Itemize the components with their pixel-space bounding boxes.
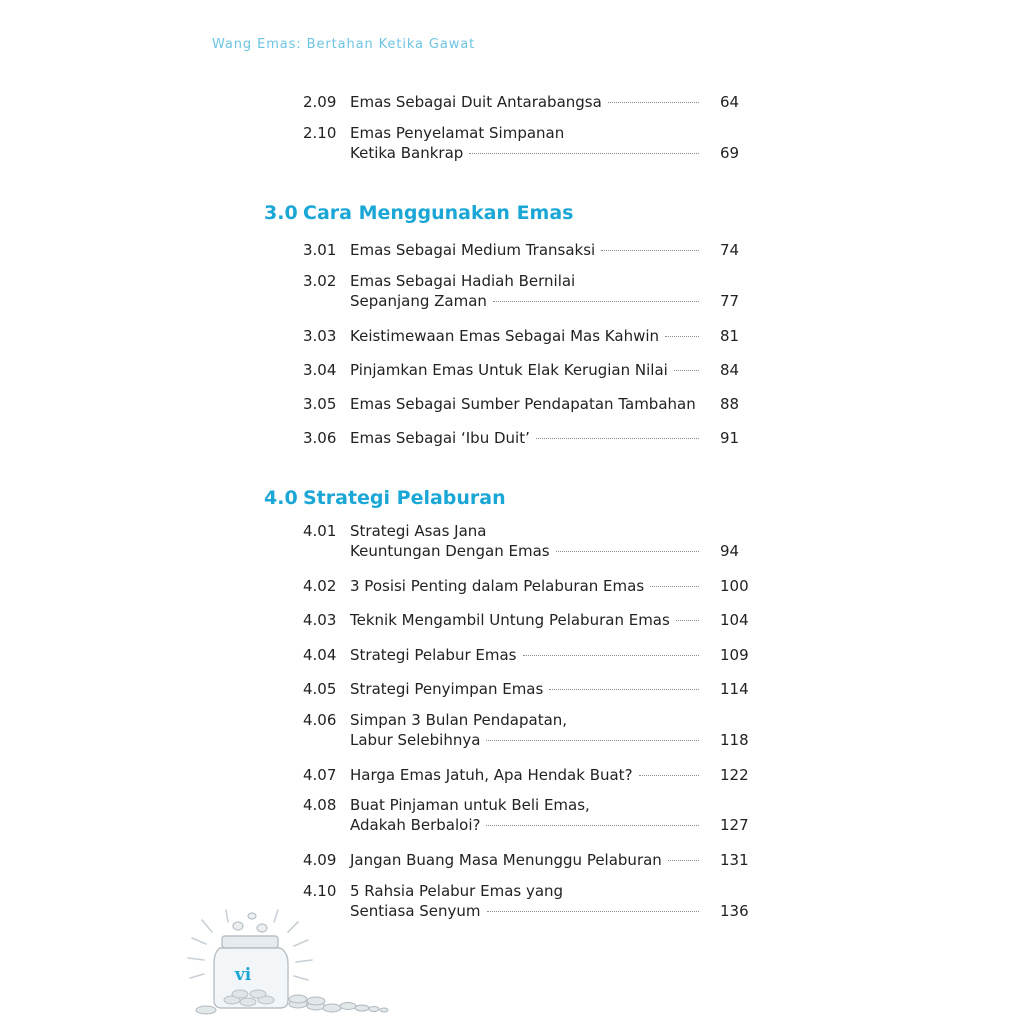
- coin-jar-icon: [186, 908, 391, 1018]
- section-number: 4.0: [264, 487, 298, 509]
- toc-entry-4-05[interactable]: [303, 679, 749, 699]
- dot-leader: [523, 654, 700, 656]
- page-number-badge: [186, 908, 391, 1022]
- dot-leader: [608, 101, 699, 103]
- toc-entry-3-02[interactable]: [303, 271, 749, 311]
- dot-leader: [469, 152, 699, 154]
- toc-entry-number: 3.05: [303, 395, 337, 413]
- page-number: vi: [234, 965, 252, 985]
- toc-entry-page: 131: [720, 851, 749, 869]
- toc-entry-title-cont: Sentiasa Senyum: [350, 902, 481, 920]
- dot-leader: [486, 824, 699, 826]
- dot-leader: [493, 300, 699, 302]
- toc-entry-number: 2.09: [303, 93, 337, 111]
- dot-leader: [668, 859, 699, 861]
- toc-entry-number: 4.10: [303, 882, 337, 900]
- running-head: Wang Emas: Bertahan Ketika Gawat: [212, 37, 476, 52]
- toc-entry-number: 3.04: [303, 361, 337, 379]
- toc-entry-title: Simpan 3 Bulan Pendapatan,: [350, 711, 568, 729]
- toc-entry-page: 77: [720, 292, 740, 310]
- toc-entry-title-cont: Adakah Berbaloi?: [350, 816, 481, 834]
- toc-entry-title: 3 Posisi Penting dalam Pelaburan Emas: [350, 577, 645, 595]
- toc-entry-title: Buat Pinjaman untuk Beli Emas,: [350, 796, 590, 814]
- toc-entry-title: Keistimewaan Emas Sebagai Mas Kahwin: [350, 327, 660, 345]
- toc-entry-4-03[interactable]: [303, 610, 749, 630]
- toc-entry-3-03[interactable]: [303, 326, 749, 346]
- toc-entry-title: Pinjamkan Emas Untuk Elak Kerugian Nilai: [350, 361, 668, 379]
- toc-entry-title: Emas Sebagai Sumber Pendapatan Tambahan: [350, 395, 696, 413]
- toc-entry-4-04[interactable]: [303, 645, 749, 665]
- toc-entry-number: 3.02: [303, 272, 337, 290]
- toc-entry-page: 91: [720, 429, 740, 447]
- toc-entry-title: Emas Sebagai Hadiah Bernilai: [350, 272, 576, 290]
- toc-entry-title: Strategi Asas Jana: [350, 522, 487, 540]
- dot-leader: [601, 249, 699, 251]
- toc-entry-page: 100: [720, 577, 749, 595]
- toc-entry-title: Strategi Pelabur Emas: [350, 646, 517, 664]
- toc-entry-3-01[interactable]: [303, 240, 749, 260]
- toc-entry-2-10[interactable]: [303, 123, 749, 163]
- dot-leader: [650, 585, 699, 587]
- toc-entry-page: 118: [720, 731, 749, 749]
- toc-entry-title-cont: Ketika Bankrap: [350, 144, 464, 162]
- toc-entry-4-09[interactable]: [303, 850, 749, 870]
- toc-entry-3-04[interactable]: [303, 360, 749, 380]
- toc-entry-number: 4.05: [303, 680, 337, 698]
- dot-leader: [674, 369, 699, 371]
- toc-entry-page: 127: [720, 816, 749, 834]
- dot-leader: [556, 550, 699, 552]
- toc-entry-page: 88: [720, 395, 740, 413]
- toc-entry-title-cont: Sepanjang Zaman: [350, 292, 487, 310]
- toc-entry-title: Emas Sebagai ‘Ibu Duit’: [350, 429, 530, 447]
- toc-entry-4-07[interactable]: [303, 765, 749, 785]
- toc-entry-page: 122: [720, 766, 749, 784]
- toc-entry-4-01[interactable]: [303, 521, 749, 561]
- toc-entry-number: 4.02: [303, 577, 337, 595]
- toc-entry-number: 4.09: [303, 851, 337, 869]
- toc-entry-page: 94: [720, 542, 740, 560]
- toc-entry-page: 69: [720, 144, 740, 162]
- toc-entry-page: 81: [720, 327, 740, 345]
- toc-entry-title: Emas Sebagai Duit Antarabangsa: [350, 93, 602, 111]
- dot-leader: [486, 739, 699, 741]
- toc-entry-2-09[interactable]: [303, 92, 749, 112]
- toc-entry-title: Harga Emas Jatuh, Apa Hendak Buat?: [350, 766, 633, 784]
- toc-entry-page: 104: [720, 611, 749, 629]
- toc-entry-title: Teknik Mengambil Untung Pelaburan Emas: [350, 611, 670, 629]
- toc-entry-page: 74: [720, 241, 740, 259]
- toc-entry-page: 136: [720, 902, 749, 920]
- toc-entry-number: 4.01: [303, 522, 337, 540]
- section-title: Cara Menggunakan Emas: [303, 202, 574, 224]
- toc-entry-page: 84: [720, 361, 740, 379]
- toc-entry-number: 4.08: [303, 796, 337, 814]
- toc-entry-title-cont: Keuntungan Dengan Emas: [350, 542, 550, 560]
- dot-leader: [487, 910, 699, 912]
- toc-entry-page: 109: [720, 646, 749, 664]
- section-title: Strategi Pelaburan: [303, 487, 506, 509]
- toc-entry-title: Emas Penyelamat Simpanan: [350, 124, 565, 142]
- toc-entry-number: 3.01: [303, 241, 337, 259]
- toc-entry-3-05[interactable]: [303, 394, 749, 414]
- toc-entry-4-02[interactable]: [303, 576, 749, 596]
- toc-entry-title: Jangan Buang Masa Menunggu Pelaburan: [350, 851, 662, 869]
- toc-entry-number: 4.03: [303, 611, 337, 629]
- toc-entry-4-06[interactable]: [303, 710, 749, 750]
- toc-entry-title: Emas Sebagai Medium Transaksi: [350, 241, 596, 259]
- toc-entry-page: 64: [720, 93, 740, 111]
- section-number: 3.0: [264, 202, 298, 224]
- toc-entry-number: 3.06: [303, 429, 337, 447]
- toc-entry-number: 3.03: [303, 327, 337, 345]
- dot-leader: [676, 619, 699, 621]
- dot-leader: [665, 335, 699, 337]
- toc-entry-number: 4.04: [303, 646, 337, 664]
- dot-leader: [639, 774, 699, 776]
- section-heading-4[interactable]: [264, 487, 506, 509]
- toc-entry-3-06[interactable]: [303, 428, 749, 448]
- toc-entry-page: 114: [720, 680, 749, 698]
- toc-entry-4-08[interactable]: [303, 795, 749, 835]
- section-heading-3[interactable]: [264, 202, 573, 224]
- toc-entry-number: 2.10: [303, 124, 337, 142]
- toc-entry-number: 4.07: [303, 766, 337, 784]
- toc-entry-number: 4.06: [303, 711, 337, 729]
- toc-entry-title: 5 Rahsia Pelabur Emas yang: [350, 882, 564, 900]
- dot-leader: [549, 688, 699, 690]
- toc-entry-title-cont: Labur Selebihnya: [350, 731, 481, 749]
- dot-leader: [536, 437, 699, 439]
- toc-entry-title: Strategi Penyimpan Emas: [350, 680, 544, 698]
